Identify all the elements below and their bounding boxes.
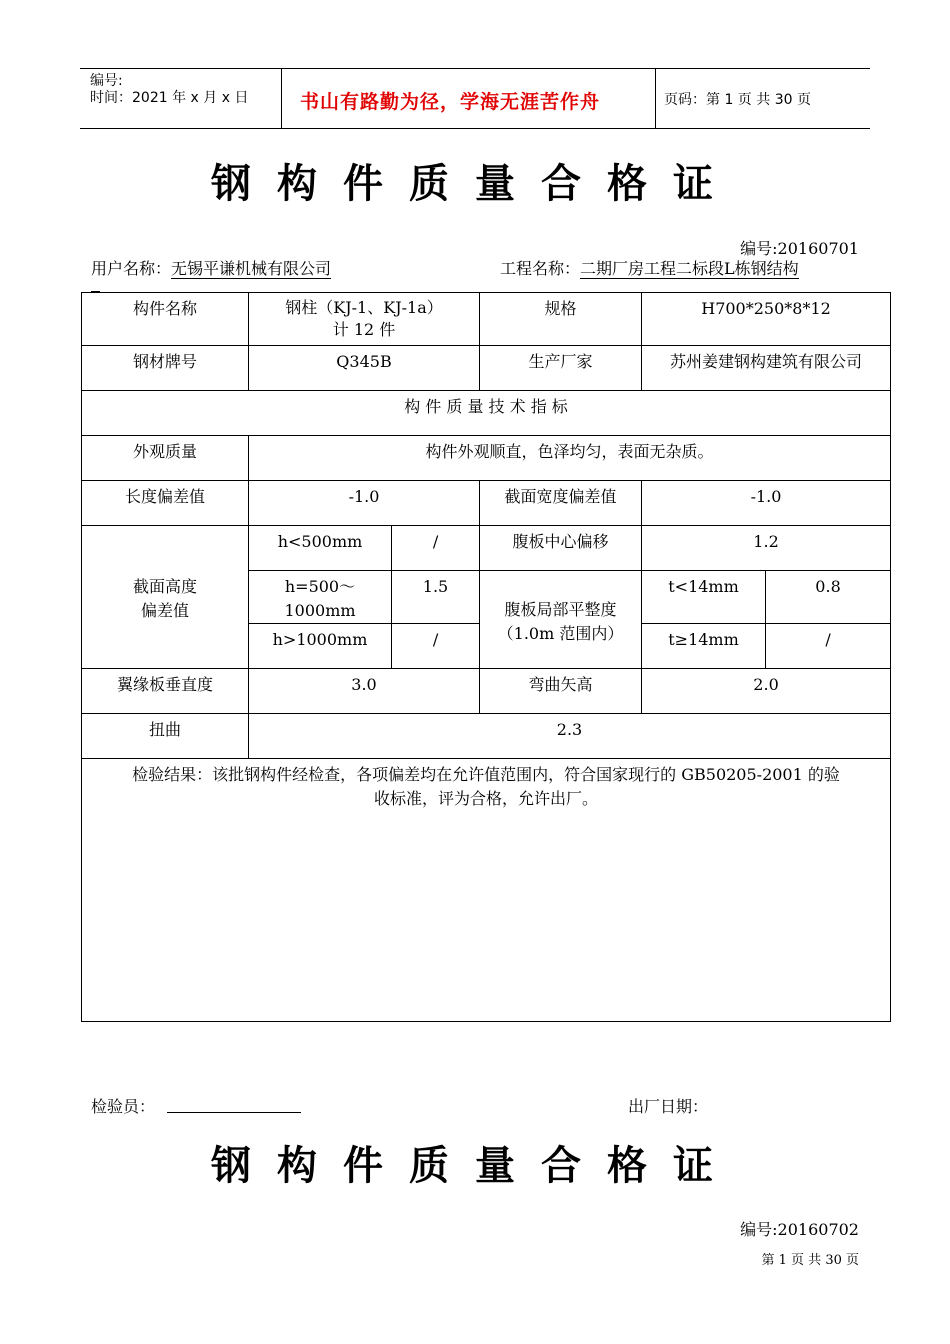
project-name-row: [500, 256, 799, 279]
length-deviation-value: -1.0: [249, 481, 480, 526]
certificate-title: 钢构件质量合格证: [211, 161, 739, 207]
table-row: [82, 759, 891, 1022]
thickness-range: t≥14mm: [642, 624, 766, 669]
serial-number: 编号:20160701: [740, 239, 859, 258]
inspector-signature-line[interactable]: [167, 1112, 301, 1113]
thickness-range: t<14mm: [642, 571, 766, 624]
camber-value: 2.0: [642, 669, 891, 714]
component-name-line1: 钢柱（KJ-1、KJ-1a）: [285, 298, 443, 317]
header-motto: 书山有路勤为径，学海无涯苦作舟: [300, 91, 601, 113]
web-flatness-line1: 腹板局部平整度: [504, 599, 617, 619]
certificate-title-2: 钢构件质量合格证: [211, 1143, 739, 1189]
project-name-value: 二期厂房工程二标段L栋钢结构: [580, 259, 799, 278]
flange-perpendicularity-value: 3.0: [249, 669, 480, 714]
quality-table: [81, 292, 891, 1022]
appearance-value: 构件外观顺直，色泽均匀，表面无杂质。: [249, 436, 891, 481]
height-range: h=500～1000mm: [249, 571, 392, 624]
component-name-value: [249, 293, 480, 346]
height-deviation-label: [82, 526, 249, 669]
web-flatness-label: [480, 571, 642, 669]
component-name-line2: 计 12 件: [332, 320, 396, 339]
table-row: [82, 669, 891, 714]
twist-label: 扭曲: [82, 714, 249, 759]
inspection-result-line2: 收标准，评为合格，允许出厂。: [374, 789, 599, 808]
table-row: [82, 293, 891, 346]
section-heading: 构 件 质 量 技 术 指 标: [82, 391, 891, 436]
width-deviation-value: -1.0: [642, 481, 891, 526]
web-offset-label: 腹板中心偏移: [480, 526, 642, 571]
table-row: [82, 346, 891, 391]
twist-value: 2.3: [249, 714, 891, 759]
height-range: h>1000mm: [249, 624, 392, 669]
thickness-value: /: [766, 624, 891, 669]
appearance-label: 外观质量: [82, 436, 249, 481]
table-row: [82, 481, 891, 526]
serial-number-2: 编号:20160702: [740, 1220, 859, 1239]
spec-value: H700*250*8*12: [642, 293, 891, 346]
header-time: 时间：2021 年 x 月 x 日: [90, 90, 249, 106]
web-flatness-line2: （1.0m 范围内）: [497, 623, 624, 643]
height-value: 1.5: [392, 571, 480, 624]
header-number-label: 编号:: [90, 73, 123, 89]
spec-label: 规格: [480, 293, 642, 346]
steel-grade-label: 钢材牌号: [82, 346, 249, 391]
thickness-value: 0.8: [766, 571, 891, 624]
steel-grade-value: Q345B: [249, 346, 480, 391]
inspector-label: 检验员：: [91, 1097, 156, 1116]
camber-label: 弯曲矢高: [480, 669, 642, 714]
user-name-row: [91, 256, 331, 279]
manufacturer-label: 生产厂家: [480, 346, 642, 391]
table-row: [82, 391, 891, 436]
project-name-label: 工程名称：: [500, 259, 581, 278]
header-page-info: 页码：第 1 页 共 30 页: [664, 92, 811, 108]
table-row: [82, 714, 891, 759]
table-row: [82, 436, 891, 481]
page-footer: 第 1 页 共 30 页: [761, 1253, 859, 1268]
user-name-value: 无锡平谦机械有限公司: [171, 259, 332, 278]
flange-perpendicularity-label: 翼缘板垂直度: [82, 669, 249, 714]
inspection-result: [82, 759, 891, 1022]
inspection-result-line1: 检验结果：该批钢构件经检查，各项偏差均在允许值范围内，符合国家现行的 GB50205-2001 的验: [132, 765, 840, 784]
height-value: /: [392, 624, 480, 669]
header-top-rule: [80, 68, 870, 69]
height-value: /: [392, 526, 480, 571]
height-deviation-line2: 偏差值: [140, 601, 189, 620]
manufacturer-value: 苏州姜建钢构建筑有限公司: [642, 346, 891, 391]
header-divider: [281, 68, 282, 129]
header-divider: [655, 68, 656, 129]
length-deviation-label: 长度偏差值: [82, 481, 249, 526]
ship-date-label: 出厂日期：: [628, 1097, 709, 1116]
user-name-label: 用户名称：: [91, 259, 172, 278]
header-bottom-rule: [80, 128, 870, 129]
component-name-label: 构件名称: [82, 293, 249, 346]
height-deviation-line1: 截面高度: [132, 577, 197, 596]
table-row: [82, 526, 891, 571]
width-deviation-label: 截面宽度偏差值: [480, 481, 642, 526]
height-range: h<500mm: [249, 526, 392, 571]
web-offset-value: 1.2: [642, 526, 891, 571]
